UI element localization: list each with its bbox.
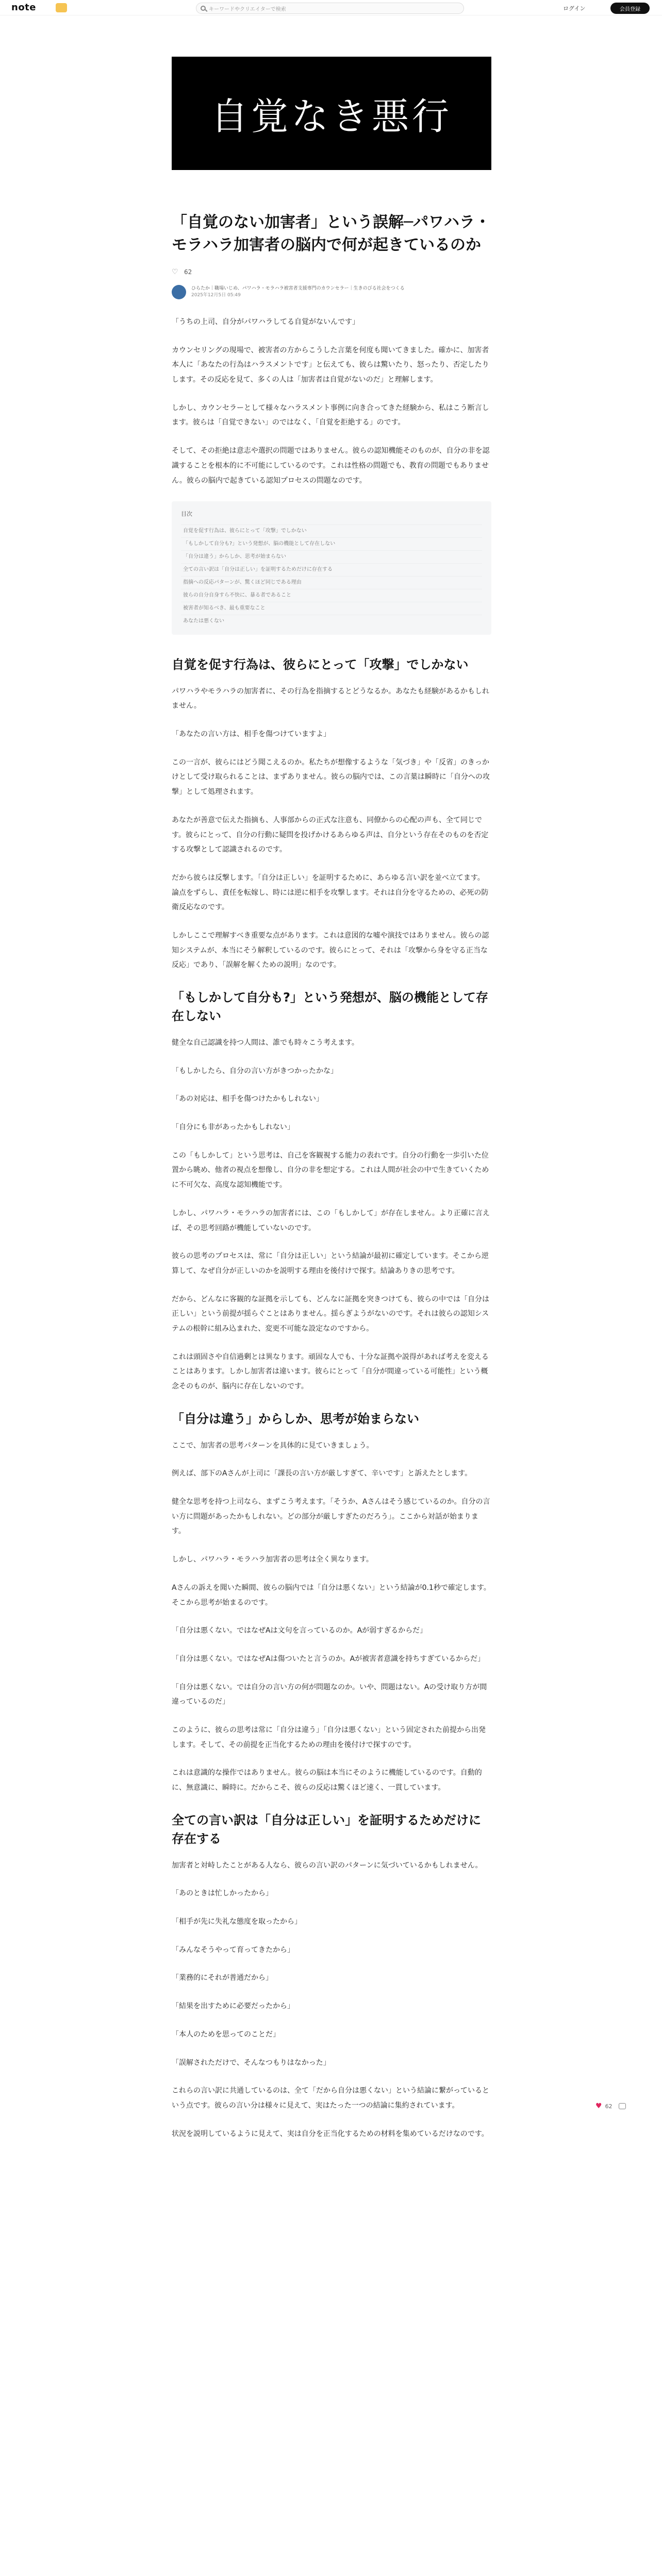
toc-heading: 目次 [181, 511, 192, 518]
toc-item[interactable]: あなたは悪くない [181, 615, 482, 628]
body-paragraph: ここで、加害者の思考パターンを具体的に見ていきましょう。 [172, 1441, 374, 1450]
author-name[interactable]: ひらたか｜職場いじめ、パワハラ・モラハラ被害者支援専門のカウンセラー｜生きのびる社会をつくる [191, 285, 405, 291]
body-paragraph: 「自分は悪くない。ではなぜAは傷ついたと言うのか。Aが被害者意識を持ちすぎているからだ」 [172, 1654, 485, 1663]
like-row[interactable] [172, 268, 491, 276]
search-icon [201, 6, 206, 11]
body-paragraph: 「業務的にそれが普通だから」 [172, 1974, 273, 1982]
login-link[interactable]: ログイン [563, 5, 586, 12]
body-paragraph: この「もしかして」という思考は、自己を客観視する能力の表れです。自分の行動を一歩引いた位置から眺め、他者の視点を想像し、自分の非を想定する。これは人間が社会の中で生きていくために不可欠な、高度な認知機能です。 [172, 1151, 489, 1190]
body-paragraph: Aさんの訴えを聞いた瞬間、彼らの脳内では「自分は悪くない」という結論が0.1秒で確定します。そこから思考が始まるのです。 [172, 1583, 491, 1607]
toc-item[interactable]: 「自分は違う」からしか、思考が始まらない [181, 550, 482, 563]
intro-paragraph: カウンセリングの現場で、被害者の方からこうした言葉を何度も聞いてきました。確かに、加害者本人に「あなたの行為はハラスメントです」と伝えても、彼らは驚いたり、怒ったり、否定したりします。その反応を見て、多くの人は「加害者は自覚がないのだ」と理解します。 [172, 346, 489, 384]
like-count: 62 [184, 268, 192, 276]
body-paragraph: しかしここで理解すべき重要な点があります。これは意図的な嘘や演技ではありません。彼らの認知システムが、本当にそう解釈しているのです。彼らにとって、それは「攻撃から身を守る正当な反応」であり、「誤解を解くための説明」なのです。 [172, 931, 489, 970]
body-paragraph: 「あの対応は、相手を傷つけたかもしれない」 [172, 1095, 323, 1104]
search-placeholder: キーワードやクリエイターで検索 [209, 6, 286, 12]
body-paragraph: 「相手が先に失礼な態度を取ったから」 [172, 1918, 302, 1926]
floating-like-count: 62 [605, 2103, 613, 2110]
body-paragraph: 「みんなそうやって育ってきたから」 [172, 1945, 294, 1954]
search-bar[interactable] [196, 3, 464, 14]
body-paragraph: しかし、パワハラ・モラハラ加害者の思考は全く異なります。 [172, 1555, 373, 1564]
body-paragraph: 健全な思考を持つ上司なら、まずこう考えます。「そうか、Aさんはそう感じているのか。自分の言い方に問題があったかもしれない。どの部分が厳しすぎたのだろう」。ここから対話が始まります。 [172, 1498, 490, 1536]
body-paragraph: これらの言い訳に共通しているのは、全て「だから自分は悪くない」という結論に繋がっているという点です。彼らの言い分は様々に見えて、実はたった一つの結論に集約されています。 [172, 2087, 489, 2110]
body-paragraph: これは意識的な操作ではありません。彼らの脳は本当にそのように機能しているのです。自動的に、無意識に、瞬時に。だからこそ、彼らの反応は驚くほど速く、一貫しています。 [172, 1769, 482, 1792]
body-paragraph: 健全な自己認識を持つ人間は、誰でも時々こう考えます。 [172, 1039, 359, 1047]
article-title: 「自覚のない加害者」という誤解─パワハラ・モラハラ加害者の脳内で何が起きているのか [172, 213, 491, 254]
section-heading: 「もしかして自分も?」という発想が、脳の機能として存在しない [172, 990, 488, 1024]
body-paragraph: これは頭固さや自信過剰とは異なります。頑固な人でも、十分な証拠や説得があれば考えを変えることはあります。しかし加害者は違います。彼らにとって「自分が間違っている可能性」という概念そのものが、脳内に存在しないのです。 [172, 1352, 489, 1391]
body-paragraph: 「自分は悪くない。では自分の言い方の何が問題なのか。いや、問題はない。Aの受け取り方が間違っているのだ」 [172, 1683, 487, 1706]
body-paragraph: 「あなたの言い方は、相手を傷つけていますよ」 [172, 730, 330, 739]
body-paragraph: 例えば、部下のAさんが上司に「課長の言い方が厳しすぎて、辛いです」と訴えたとします。 [172, 1469, 472, 1478]
toc-item[interactable]: 全ての言い訳は「自分は正しい」を証明するためだけに存在する [181, 563, 482, 576]
toc-item[interactable]: 彼らの自分自身すら不快に、暴る者であること [181, 589, 482, 602]
floating-like-bar[interactable] [595, 2102, 626, 2110]
signup-button[interactable]: 会員登録 [610, 3, 650, 14]
intro-paragraph: しかし、カウンセラーとして様々なハラスメント事例に向き合ってきた経験から、私はこう断言します。彼らは「自覚できない」のではなく、「自覚を拒絶する」のです。 [172, 403, 489, 427]
body-paragraph: 「あのときは忙しかったから」 [172, 1889, 273, 1898]
article-body [172, 315, 491, 2141]
intro-paragraph: そして、その拒絶は意志や選択の問題ではありません。彼らの認知機能そのものが、自分の非を認識することを根本的に不可能にしているのです。これは性格の問題でも、教育の問題でもありません。彼らの脳内で起きている認知プロセスの問題なのです。 [172, 447, 490, 485]
logo-badge-icon [56, 3, 67, 12]
body-paragraph: 「もしかしたら、自分の言い方がきつかったかな」 [172, 1066, 338, 1075]
body-paragraph: 状況を説明しているように見えて、実は自分を正当化するための材料を集めているだけなのです。 [172, 2129, 489, 2138]
toc-item[interactable]: 指摘への反応パターンが、驚くほど同じである理由 [181, 576, 482, 589]
article [172, 57, 491, 2155]
body-paragraph: しかし、パワハラ・モラハラの加害者には、この「もしかして」が存在しません。より正確に言えば、その思考回路が機能していないのです。 [172, 1209, 490, 1232]
site-header [0, 0, 662, 15]
body-paragraph: この一言が、彼らにはどう聞こえるのか。私たちが想像するような「気づき」や「反省」のきっかけとして受け取られることは、まずありません。彼らの脳内では、この言葉は瞬時に「自分への攻撃」として処理されます。 [172, 758, 490, 796]
body-paragraph: 「自分は悪くない。ではなぜAは文句を言っているのか。Aが弱すぎるからだ」 [172, 1626, 427, 1635]
table-of-contents [172, 501, 491, 635]
note-logo[interactable]: note [11, 2, 36, 13]
comment-icon[interactable] [619, 2103, 626, 2109]
publish-date: 2025年12月5日 05:49 [191, 293, 241, 298]
body-paragraph: 加害者と対峙したことがある人なら、彼らの言い訳のパターンに気づいているかもしれません。 [172, 1861, 483, 1870]
avatar[interactable] [172, 285, 186, 299]
body-paragraph: このように、彼らの思考は常に「自分は違う」「自分は悪くない」という固定された前提から出発します。そして、その前提を正当化するための理由を後付けで探すのです。 [172, 1725, 486, 1749]
body-paragraph: 「自分にも非があったかもしれない」 [172, 1123, 294, 1132]
body-paragraph: 「結果を出すために必要だったから」 [172, 2002, 294, 2011]
body-paragraph: だから彼らは反撃します。「自分は正しい」を証明するために、あらゆる言い訳を並べ立てます。論点をずらし、責任を転嫁し、時には逆に相手を攻撃します。それは自分を守るための、必死の防衛反応なのです。 [172, 873, 489, 912]
section-heading: 自覚を促す行為は、彼らにとって「攻撃」でしかない [172, 657, 469, 672]
body-paragraph: 「本人のためを思ってのことだ」 [172, 2030, 280, 2039]
section-heading: 「自分は違う」からしか、思考が始まらない [172, 1411, 419, 1426]
body-paragraph: だから、どんなに客観的な証拠を示しても、どんなに証拠を突きつけても、彼らの中では「自分は正しい」という前提が揺らぐことはありません。揺らぎようがないのです。それは彼らの認知システムの根幹に組み込まれた、変更不可能な設定なのですから。 [172, 1295, 489, 1333]
intro-paragraph: 「うちの上司、自分がパワハラしてる自覚がないんです」 [172, 318, 359, 326]
body-paragraph: パワハラやモラハラの加害者に、その行為を指摘するとどうなるか。あなたも経験があるかもしれません。 [172, 687, 489, 710]
body-paragraph: あなたが善意で伝えた指摘も、人事部からの正式な注意も、同僚からの心配の声も、全て同じです。彼らにとって、自分の行動に疑問を投げかけるあらゆる声は、自分という存在そのものを否定する攻撃として認識されるのです。 [172, 816, 489, 854]
toc-item[interactable]: 「もしかして自分も?」という発想が、脳の機能として存在しない [181, 537, 482, 550]
toc-item[interactable]: 被害者が知るべき、最も重要なこと [181, 602, 482, 615]
hero-image: 自覚なき悪行 [172, 57, 491, 170]
body-paragraph: 彼らの思考のプロセスは、常に「自分は正しい」という結論が最初に確定しています。そこから逆算して、なぜ自分が正しいのかを説明する理由を後付けで探す。結論ありきの思考です。 [172, 1252, 489, 1275]
heart-icon[interactable]: ♡ [172, 268, 178, 276]
body-paragraph: 「誤解されただけで、そんなつもりはなかった」 [172, 2058, 330, 2067]
heart-icon[interactable]: ♥ [595, 2102, 602, 2110]
author-block[interactable] [172, 285, 491, 299]
toc-item[interactable]: 自覚を促す行為は、彼らにとって「攻撃」でしかない [181, 524, 482, 537]
section-heading: 全ての言い訳は「自分は正しい」を証明するためだけに存在する [172, 1812, 481, 1846]
article-sections [172, 655, 491, 2142]
